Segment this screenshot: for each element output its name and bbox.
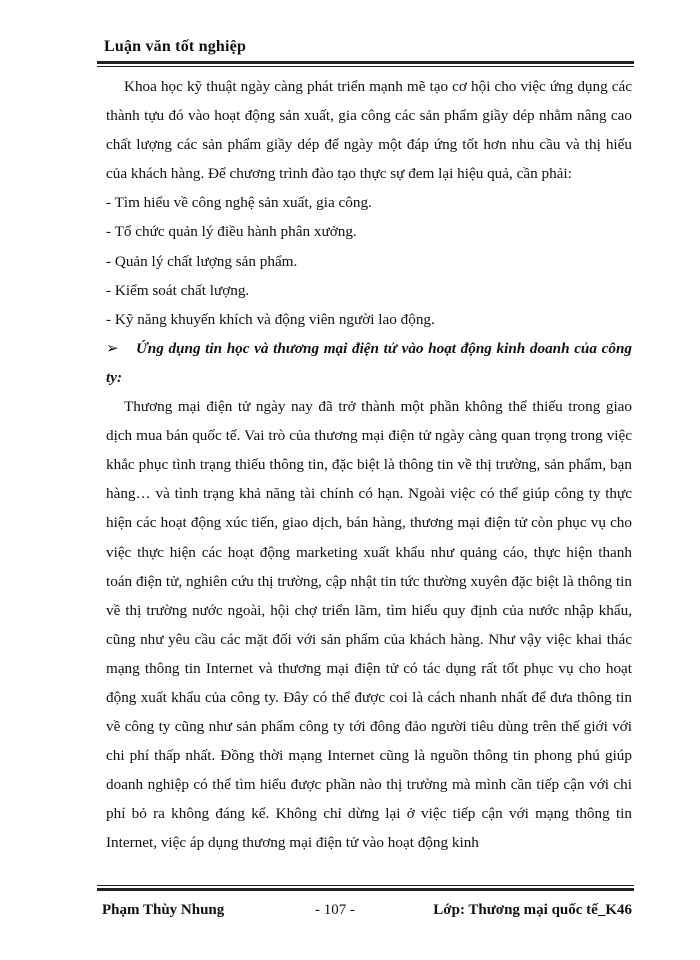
bullet-item: - Kiểm soát chất lượng. [106,281,250,299]
arrow-bullet-icon: ➢ [106,339,119,357]
bullet-item: - Kỹ năng khuyến khích và động viên người lao động. [106,310,435,328]
footer-rule-thick [97,888,634,891]
footer-class: Lớp: Thương mại quốc tế_K46 [433,902,632,918]
header-title: Luận văn tốt nghiệp [104,38,247,55]
footer-rule-thin [97,885,634,886]
page-content [106,72,632,858]
body-paragraph: Thương mại điện tử ngày nay đã trở thành một phần không thể thiếu trong giao dịch mua bán quốc tế. Vai trò của thương mại điện tử ngày càng quan trọng trong việc khắc phục tình trạng thiếu thông tin, đặc biệt là thông tin về thị trường, sản phẩm, bạn hàng… và tình trạng khả năng tài chính có hạn. Ngoài việc có thể giúp công ty thực hiện các hoạt động xúc tiến, giao dịch, bán hàng, thương mại điện tử còn phục vụ cho việc thực hiện các hoạt động marketing xuất khẩu như quảng cáo, thực hiện thanh toán điện tử, nghiên cứu thị trường, cập nhật tin tức thường xuyên đặc biệt là thông tin về thị trường nước ngoài, hội chợ triển lãm, tìm hiểu quy định của nước nhập khẩu, cũng như yêu cầu các mặt đối với sản phẩm của khách hàng. Như vậy việc khai thác mạng thông tin Internet và thương mại điện tử có tác dụng rất tốt phục vụ cho hoạt động xuất khẩu của công ty. Đây có thể được coi là cách nhanh nhất để đưa thông tin về công ty cũng như sản phẩm công ty tới đông đảo người tiêu dùng trên thế giới với chi phí thấp nhất. Đồng thời mạng Internet cũng là nguồn thông tin phong phú giúp doanh nghiệp có thể tìm hiểu được phần nào thị trường mà mình cần tiếp cận với chi phí bỏ ra không đáng kể. Không chỉ dừng lại ở việc tiếp cận với mạng thông tin Internet, việc áp dụng thương mại điện tử vào hoạt động kinh [106,398,632,852]
header-rule-thin [97,66,634,67]
bullet-item: - Tổ chức quản lý điều hành phân xưởng. [106,223,357,241]
section-heading-text: Ứng dụng tin học và thương mại điện tử vào hoạt động kinh doanh của công ty: [106,339,632,386]
bullet-item: - Quản lý chất lượng sản phẩm. [106,252,298,270]
bullet-item: - Tìm hiểu về công nghệ sản xuất, gia công. [106,194,372,212]
intro-paragraph: Khoa học kỹ thuật ngày càng phát triển mạnh mẽ tạo cơ hội cho việc ứng dụng các thành tựu đó vào hoạt động sản xuất, gia công các sản phẩm giầy dép nhằm nâng cao chất lượng các sản phẩm giầy dép để ngày một đáp ứng tốt hơn nhu cầu và thị hiếu của khách hàng. Để chương trình đào tạo thực sự đem lại hiệu quả, cần phải: [106,78,632,183]
header-rule-thick [97,61,634,64]
footer-author: Phạm Thùy Nhung [102,902,225,918]
page-footer [102,902,632,924]
section-heading [106,334,632,392]
page-number: - 107 - [315,902,355,918]
